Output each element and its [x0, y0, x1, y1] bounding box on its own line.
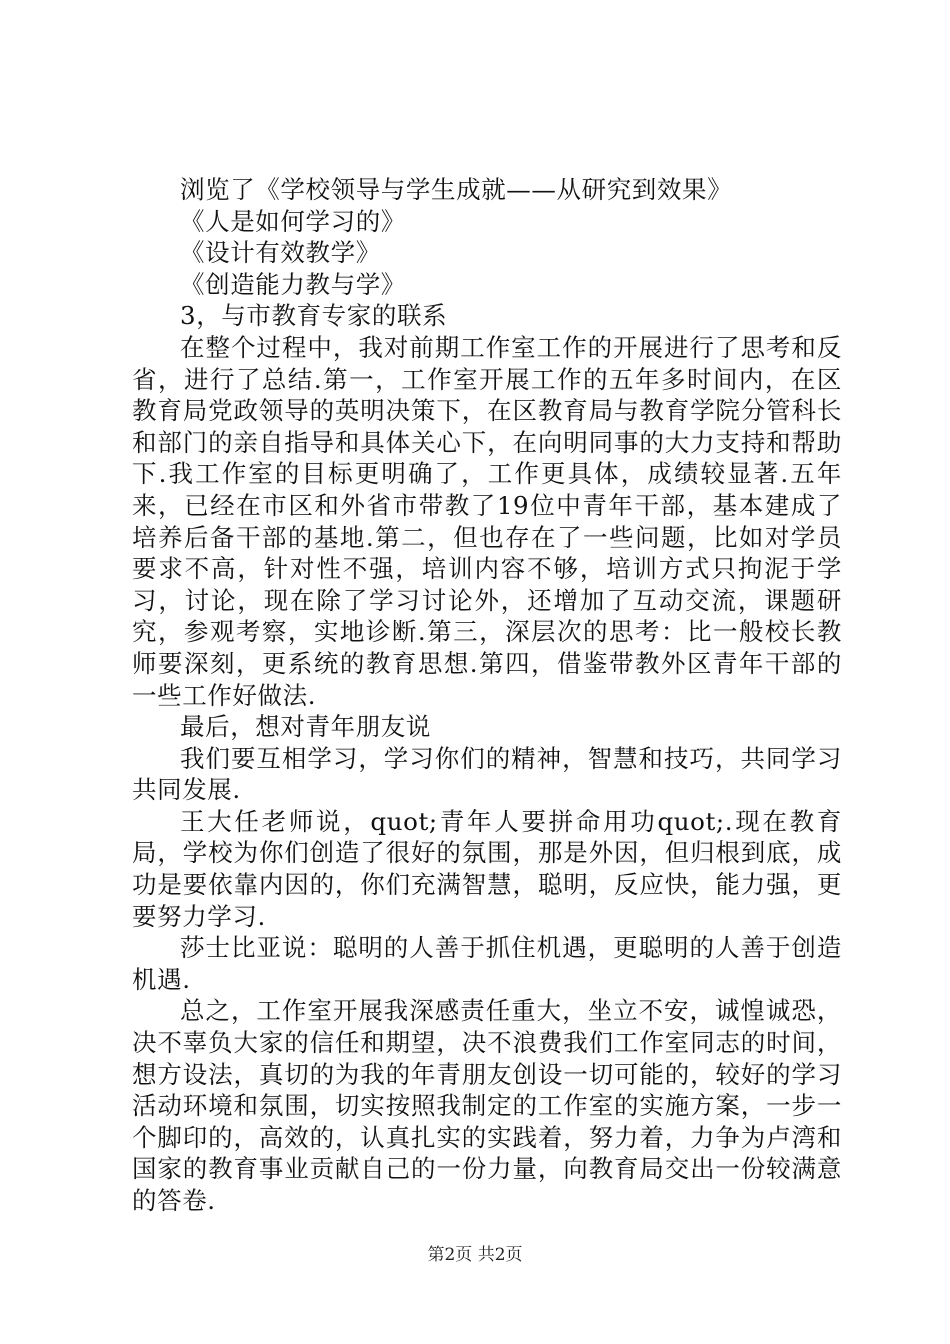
- document-body: [132, 174, 842, 1217]
- paragraph-browsed-books: 浏览了《学校领导与学生成就——从研究到效果》: [180, 175, 733, 204]
- paragraph-shakespeare-quote: 莎士比亚说：聪明的人善于抓住机遇，更聪明的人善于创造机遇.: [132, 933, 842, 994]
- page-number-footer: 第2页 共2页: [427, 1245, 523, 1265]
- paragraph-book-how-people-learn: 《人是如何学习的》: [180, 206, 406, 236]
- section-heading-experts: 3，与市教育专家的联系: [180, 301, 448, 331]
- paragraph-book-creativity: 《创造能力教与学》: [180, 269, 406, 299]
- paragraph-conclusion: 总之，工作室开展我深感责任重大，坐立不安，诚惶诚恐，决不辜负大家的信任和期望，决不浪费我们工作室同志的时间，想方设法，真切的为我的年青朋友创设一切可能的，较好的学习活动环境和氛围，切实按照我制定的工作室的实施方案，一步一个脚印的，高效的，认真扎实的实践着，努力着，力争为卢湾和国家的教育事业贡献自己的一份力量，向教育局交出一份较满意的答卷.: [132, 996, 842, 1215]
- paragraph-reflection: 在整个过程中，我对前期工作室工作的开展进行了思考和反省，进行了总结.第一，工作室开展工作的五年多时间内，在区教育局党政领导的英明决策下，在区教育局与教育学院分管科长和部门的亲自指导和具体关心下，在向明同事的大力支持和帮助下.我工作室的目标更明确了，工作更具体，成绩较显著.五年来，已经在市区和外省市带教了19位中青年干部，基本建成了培养后备干部的基地.第二，但也存在了一些问题，比如对学员要求不高，针对性不强，培训内容不够，培训方式只拘泥于学习，讨论，现在除了学习讨论外，还增加了互动交流，课题研究，参观考察，实地诊断.第三，深层次的思考：比一般校长教师要深刻，更系统的教育思想.第四，借鉴带教外区青年干部的一些工作好做法.: [132, 332, 842, 710]
- paragraph-learn-together: 我们要互相学习，学习你们的精神，智慧和技巧，共同学习共同发展.: [132, 743, 842, 805]
- paragraph-book-effective-teaching: 《设计有效教学》: [180, 238, 381, 268]
- paragraph-wang-quote: 王大任老师说，quot;青年人要拼命用功quot;.现在教育局，学校为你们创造了很好的氛围，那是外因，但归根到底，成功是要依靠内因的，你们充满智慧，聪明，反应快，能力强，更要努力学习.: [132, 806, 842, 931]
- paragraph-finally: 最后，想对青年朋友说: [180, 712, 431, 742]
